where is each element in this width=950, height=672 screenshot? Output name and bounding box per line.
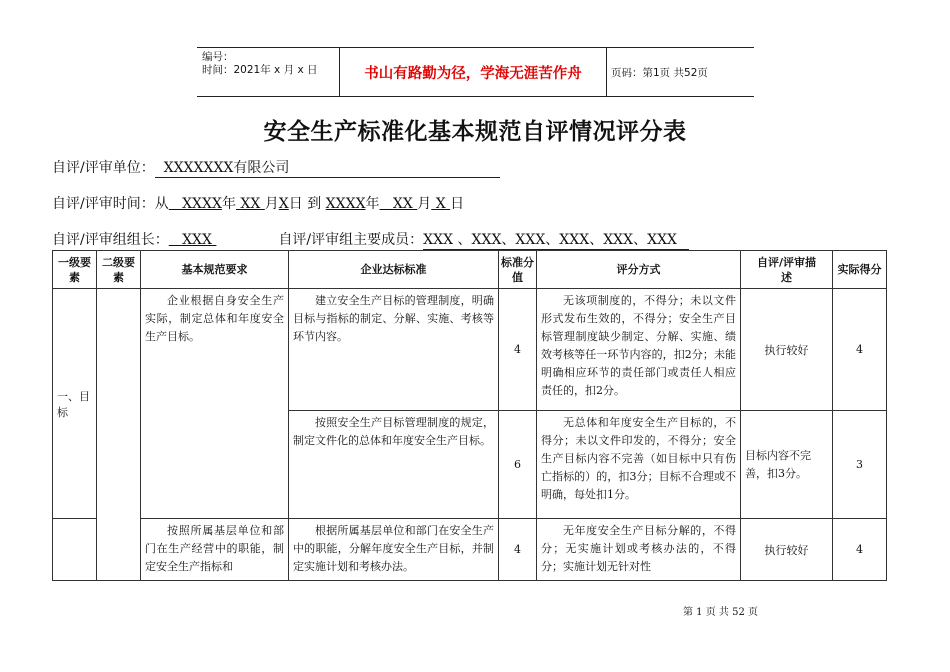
end-month: XX	[392, 196, 413, 212]
leader-label: 自评/评审组组长：	[52, 232, 169, 248]
col-score: 标准分值	[499, 251, 537, 289]
col-requirement: 基本规范要求	[141, 251, 289, 289]
month-unit: 月	[264, 196, 279, 212]
page-title: 安全生产标准化基本规范自评情况评分表	[263, 119, 687, 145]
end-day: X	[435, 196, 446, 212]
actual-score-cell: 4	[833, 289, 887, 411]
number-label: 编号：	[202, 51, 234, 63]
level1-cell-empty	[53, 519, 97, 581]
table-row	[53, 519, 887, 581]
header-meta	[197, 48, 340, 96]
description-cell: 执行较好	[741, 289, 833, 411]
standard-cell: 根据所属基层单位和部门在安全生产中的职能，分解年度安全生产目标，并制定实施计划和考核办法。	[289, 519, 499, 581]
end-year: XXXX	[325, 196, 366, 212]
description-cell: 目标内容不完善，扣3分。	[741, 411, 833, 519]
page-footer: 第 1 页 共 52 页	[683, 607, 758, 618]
level2-cell	[97, 289, 141, 581]
start-day: X	[278, 196, 289, 212]
score-cell: 4	[499, 519, 537, 581]
day-unit-2: 日	[450, 196, 465, 212]
requirement-cell: 按照所属基层单位和部门在生产经营中的职能，制定安全生产指标和	[141, 519, 289, 581]
score-cell: 6	[499, 411, 537, 519]
col-description: 自评/评审描 述	[741, 251, 833, 289]
scoring-table	[52, 250, 887, 581]
header-page: 页码：第1页 共52页	[611, 66, 708, 79]
method-cell: 无该项制度的，不得分；未以文件形式发布生效的，不得分；安全生产目标管理制度缺少制定、分解、实施、绩效考核等任一环节内容的，扣2分；未能明确相应环节的责任部门或责任人相应责任的，扣2分。	[537, 289, 741, 411]
actual-score-cell: 3	[833, 411, 887, 519]
year-unit-2: 年	[365, 196, 380, 212]
col-method: 评分方式	[537, 251, 741, 289]
col-level2: 二级要素	[97, 251, 141, 289]
unit-label: 自评/评审单位：	[52, 160, 155, 176]
table-row	[53, 289, 887, 411]
unit-value: XXXXXXX有限公司	[163, 160, 290, 176]
to-label: 日 到	[288, 196, 322, 212]
members-label: 自评/评审组主要成员：	[278, 232, 424, 248]
col-actual: 实际得分	[833, 251, 887, 289]
time-label-full: 自评/评审时间：从	[52, 196, 169, 212]
info-team-line	[52, 229, 689, 250]
score-cell: 4	[499, 289, 537, 411]
info-time-line	[52, 193, 464, 213]
month-unit-2: 月	[417, 196, 432, 212]
members-value: XXX 、XXX、XXX、XXX、XXX、XXX	[423, 232, 678, 248]
standard-cell: 建立安全生产目标的管理制度，明确目标与指标的制定、分解、实施、考核等环节内容。	[289, 289, 499, 411]
method-cell: 无年度安全生产目标分解的，不得分；无实施计划或考核办法的，不得分；实施计划无针对性	[537, 519, 741, 581]
start-year: XXXX	[182, 196, 222, 212]
level1-cell: 一、目标	[53, 289, 97, 519]
requirement-cell: 企业根据自身安全生产实际，制定总体和年度安全生产目标。	[141, 289, 289, 519]
method-cell: 无总体和年度安全生产目标的，不得分；未以文件印发的，不得分；安全生产目标内容不完善（如目标中只有伤亡指标的）的，扣3分；目标不合理或不明确，每处扣1分。	[537, 411, 741, 519]
start-month: XX	[240, 196, 261, 212]
standard-cell: 按照安全生产目标管理制度的规定，制定文件化的总体和年度安全生产目标。	[289, 411, 499, 519]
info-unit-line	[52, 157, 500, 178]
description-cell: 执行较好	[741, 519, 833, 581]
col-level1: 一级要素	[53, 251, 97, 289]
document-header	[197, 47, 754, 97]
actual-score-cell: 4	[833, 519, 887, 581]
col-standard: 企业达标标准	[289, 251, 499, 289]
time-label: 时间：2021年 x 月 x 日	[202, 64, 318, 76]
unit-value-underline	[155, 157, 500, 178]
leader-value: XXX	[182, 232, 212, 248]
header-motto: 书山有路勤为径，学海无涯苦作舟	[340, 48, 607, 96]
year-unit: 年	[221, 196, 236, 212]
table-header-row	[53, 251, 887, 289]
